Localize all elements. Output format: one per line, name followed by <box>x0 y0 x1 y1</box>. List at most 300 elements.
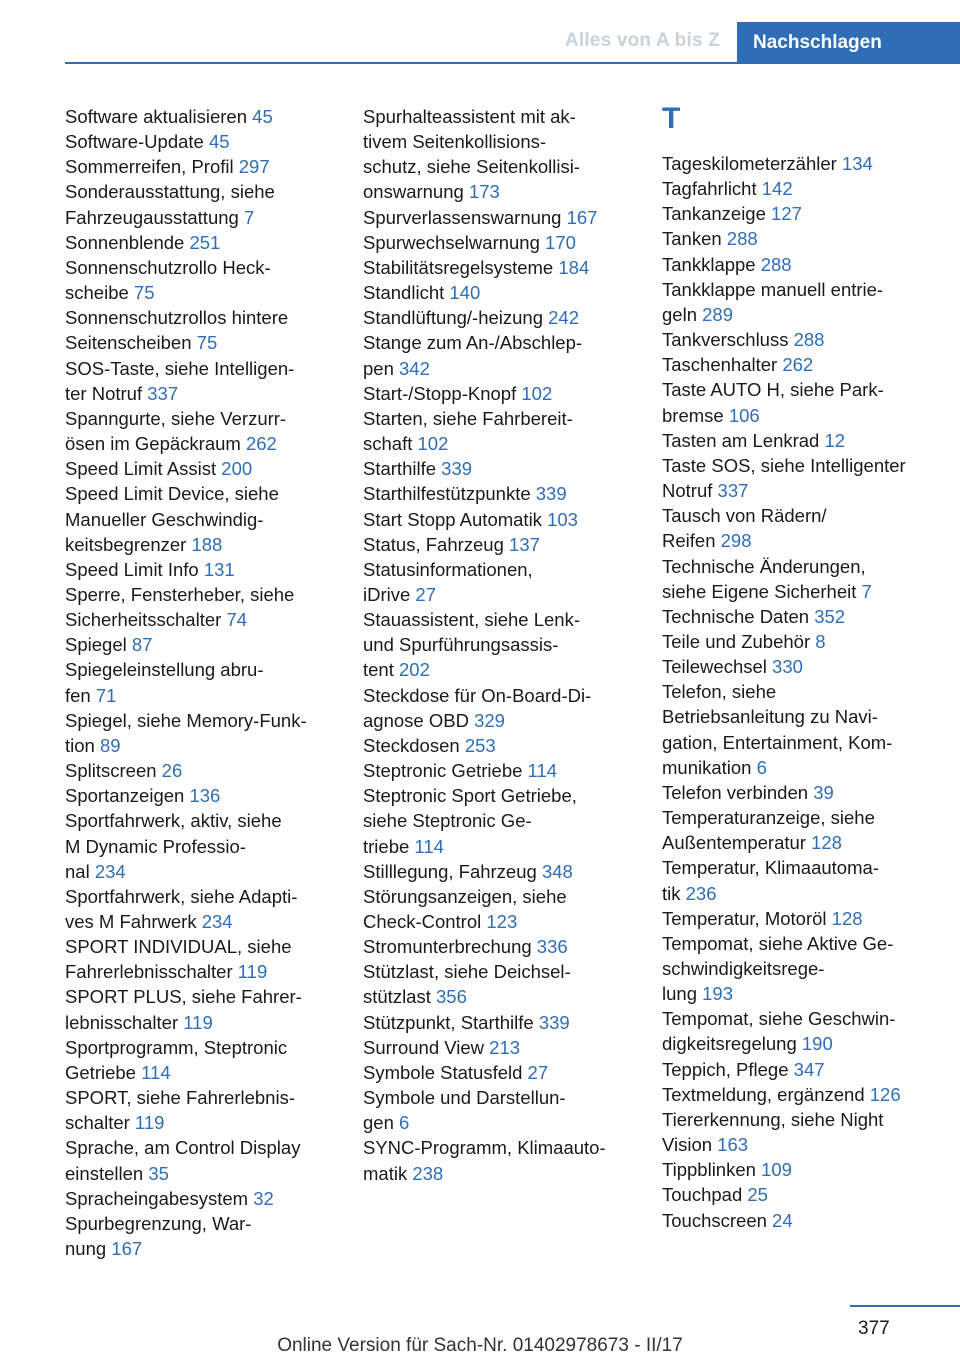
page-reference-link[interactable]: 89 <box>99 734 121 756</box>
index-entry <box>65 356 335 406</box>
index-entry-text <box>363 129 648 154</box>
page-reference-link[interactable]: 127 <box>771 203 802 225</box>
page-reference-link[interactable]: 339 <box>535 483 567 505</box>
index-entry-text <box>363 557 648 582</box>
page-reference-link[interactable]: 339 <box>538 1011 570 1033</box>
page-reference-link[interactable]: 128 <box>811 832 842 854</box>
page-reference-link[interactable]: 336 <box>536 936 568 958</box>
page-reference-link[interactable]: 236 <box>685 882 717 904</box>
page-reference-link[interactable]: 352 <box>814 605 846 627</box>
index-entry-text <box>662 252 942 277</box>
index-entry <box>65 557 335 582</box>
index-term: Speed Limit Info <box>65 558 199 580</box>
index-term: tivem Seitenkollisions- <box>363 131 547 153</box>
index-term: Tanken <box>662 228 722 250</box>
index-entry-text <box>65 808 335 833</box>
page-reference-link[interactable]: 12 <box>824 429 846 451</box>
index-entry-text <box>65 456 335 481</box>
index-entry-text <box>662 931 942 956</box>
page-reference-link[interactable]: 342 <box>399 357 430 379</box>
page-reference-link[interactable]: 253 <box>464 734 496 756</box>
page-reference-link[interactable]: 25 <box>747 1184 768 1206</box>
index-term: siehe Steptronic Ge- <box>363 810 532 832</box>
index-term: Software aktualisieren <box>65 106 248 127</box>
index-entry <box>662 201 942 226</box>
index-entry <box>363 1060 648 1085</box>
page-reference-link[interactable]: 131 <box>203 558 235 580</box>
index-entry-text <box>65 104 335 129</box>
page-reference-link[interactable]: 75 <box>196 332 218 354</box>
index-term: Stützpunkt, Starthilfe <box>363 1011 534 1033</box>
page-reference-link[interactable]: 348 <box>541 860 573 882</box>
index-term: Seitenscheiben <box>65 332 192 354</box>
index-entry <box>662 1208 942 1233</box>
index-entry-text <box>363 456 648 481</box>
index-term: Spanngurte, siehe Verzurr- <box>65 407 287 429</box>
index-term: Spurbegrenzung, War- <box>65 1212 252 1234</box>
page-reference-link[interactable]: 35 <box>148 1162 169 1184</box>
index-entry <box>662 780 942 805</box>
header-rule <box>65 62 737 64</box>
index-entry <box>363 481 648 506</box>
index-entry-text <box>65 280 335 305</box>
index-entry <box>65 230 335 255</box>
index-entry-text <box>662 403 942 428</box>
index-term: Vision <box>662 1134 713 1156</box>
index-term: Tageskilometerzähler <box>662 153 837 174</box>
page-reference-link[interactable]: 26 <box>161 760 183 782</box>
index-entry-text <box>65 834 335 859</box>
index-term: Sicherheitsschalter <box>65 609 222 631</box>
index-entry-text <box>662 554 942 579</box>
index-term: Symbole Statusfeld <box>363 1061 523 1083</box>
index-entry-text <box>662 780 942 805</box>
index-term: Sportanzeigen <box>65 785 185 807</box>
index-term: Tausch von Rädern/ <box>662 505 827 527</box>
index-entry <box>65 783 335 808</box>
index-term: Textmeldung, ergänzend <box>662 1083 865 1105</box>
index-entry <box>662 906 942 931</box>
page-reference-link[interactable]: 6 <box>399 1112 410 1134</box>
page-reference-link[interactable]: 356 <box>436 986 467 1008</box>
index-term: ves M Fahrwerk <box>65 911 197 932</box>
index-term: Sonnenschutzrollo Heck- <box>65 256 271 278</box>
index-entry-text <box>65 255 335 280</box>
index-entry <box>65 406 335 456</box>
page-reference-link[interactable]: 167 <box>566 206 598 228</box>
index-entry <box>65 582 335 632</box>
page-reference-link[interactable]: 337 <box>147 382 179 404</box>
index-entry-text <box>65 934 335 959</box>
index-term: digkeitsregelung <box>662 1033 797 1055</box>
page-reference-link[interactable]: 329 <box>474 709 505 731</box>
page-reference-link[interactable]: 262 <box>782 354 814 376</box>
index-term: tent <box>363 659 394 681</box>
page-reference-link[interactable]: 114 <box>141 1061 171 1083</box>
page-reference-link[interactable]: 119 <box>237 961 268 983</box>
index-entry-text <box>662 730 942 755</box>
index-entry-text <box>662 1031 942 1056</box>
index-term: Start Stopp Automatik <box>363 508 542 530</box>
index-entry-text <box>363 884 648 909</box>
index-entry <box>363 783 648 858</box>
section-title: Alles von A bis Z <box>564 30 720 51</box>
index-term: Software-Update <box>65 131 204 153</box>
index-entry-text <box>662 151 942 176</box>
page-reference-link[interactable]: 45 <box>252 106 273 127</box>
page-reference-link[interactable]: 75 <box>133 282 155 304</box>
index-entry-text <box>65 1110 335 1135</box>
index-entry-text <box>662 352 942 377</box>
index-term: Reifen <box>662 530 716 552</box>
page-reference-link[interactable]: 137 <box>509 533 540 555</box>
index-entry-text <box>65 783 335 808</box>
page-reference-link[interactable]: 114 <box>414 835 444 857</box>
index-entry-text <box>662 981 942 1006</box>
page-reference-link[interactable]: 190 <box>801 1033 833 1055</box>
page-reference-link[interactable]: 173 <box>468 181 500 203</box>
page-reference-link[interactable]: 337 <box>717 480 749 502</box>
index-term: tik <box>662 882 681 904</box>
index-term: Tempomat, siehe Aktive Ge- <box>662 932 894 954</box>
index-entry <box>363 507 648 532</box>
index-term: Fahrerlebnisschalter <box>65 961 233 983</box>
index-term: Speed Limit Assist <box>65 458 217 480</box>
index-entry <box>363 934 648 959</box>
index-term: bremse <box>662 404 724 426</box>
index-entry <box>662 654 942 679</box>
index-entry <box>662 176 942 201</box>
page-reference-link[interactable]: 170 <box>545 231 576 253</box>
index-entry <box>363 607 648 682</box>
index-term: Touchpad <box>662 1184 743 1206</box>
page-reference-link[interactable]: 193 <box>702 983 733 1005</box>
page-reference-link[interactable]: 109 <box>761 1159 792 1181</box>
index-term: lebnisschalter <box>65 1011 179 1033</box>
index-entry <box>65 1211 335 1261</box>
index-entry-text <box>363 808 648 833</box>
index-term: agnose OBD <box>363 709 469 731</box>
index-term: Touchscreen <box>662 1209 767 1231</box>
index-entry-text <box>65 129 335 154</box>
index-term: onswarnung <box>363 181 464 203</box>
index-term: Starthilfe <box>363 458 437 480</box>
index-entry-text <box>662 503 942 528</box>
page-reference-link[interactable]: 119 <box>134 1112 165 1134</box>
index-term: SPORT PLUS, siehe Fahrer- <box>65 986 302 1008</box>
index-entry-text <box>65 356 335 381</box>
index-entry-text <box>65 1186 335 1211</box>
page-reference-link[interactable]: 6 <box>756 756 767 778</box>
page-reference-link[interactable]: 24 <box>772 1209 793 1231</box>
index-entry-text <box>662 805 942 830</box>
index-entry-text <box>65 431 335 456</box>
page-reference-link[interactable]: 163 <box>717 1134 749 1156</box>
index-entry-text <box>363 1060 648 1085</box>
index-term: Spracheingabesystem <box>65 1187 249 1209</box>
page-reference-link[interactable]: 234 <box>201 911 233 932</box>
index-entry-text <box>662 277 942 302</box>
index-term: schutz, siehe Seitenkollisi- <box>363 156 580 178</box>
index-entry <box>662 1182 942 1207</box>
index-entry-text <box>65 708 335 733</box>
index-term: Manueller Geschwindig- <box>65 508 264 530</box>
index-entry <box>363 959 648 1009</box>
page-reference-link[interactable]: 103 <box>547 508 578 530</box>
index-entry-text <box>662 704 942 729</box>
index-term: Taste AUTO H, siehe Park- <box>662 379 884 401</box>
page-reference-link[interactable]: 288 <box>793 329 825 351</box>
index-entry-text <box>65 1161 335 1186</box>
page-reference-link[interactable]: 242 <box>548 307 580 329</box>
page-reference-link[interactable]: 288 <box>726 228 758 250</box>
index-entry <box>662 503 942 553</box>
index-entry <box>65 154 335 179</box>
index-term: SYNC-Programm, Klimaauto- <box>363 1137 606 1159</box>
page-reference-link[interactable]: 8 <box>815 630 826 652</box>
index-entry-text <box>662 679 942 704</box>
page-reference-link[interactable]: 126 <box>869 1083 901 1105</box>
index-term: Tippblinken <box>662 1159 756 1181</box>
index-term: Spurwechselwarnung <box>363 231 540 253</box>
index-term: Starten, siehe Fahrbereit- <box>363 407 573 429</box>
index-term: Starthilfestützpunkte <box>363 483 531 505</box>
index-entry-text <box>363 1135 648 1160</box>
index-entry <box>662 1107 942 1157</box>
index-entry <box>65 984 335 1034</box>
index-entry <box>662 352 942 377</box>
index-entry-text <box>65 859 335 884</box>
page-reference-link[interactable]: 202 <box>399 659 430 681</box>
index-term: Spurverlassenswarnung <box>363 206 562 228</box>
index-entry <box>65 1035 335 1085</box>
index-entry-text <box>65 305 335 330</box>
index-entry-text <box>662 528 942 553</box>
index-term: Spiegel <box>65 634 127 656</box>
page-reference-link[interactable]: 142 <box>761 178 793 200</box>
page-reference-link[interactable]: 87 <box>131 634 153 656</box>
index-entry <box>65 758 335 783</box>
index-term: Teile und Zubehör <box>662 630 811 652</box>
page-reference-link[interactable]: 134 <box>841 153 873 174</box>
index-entry-text <box>363 984 648 1009</box>
page-reference-link[interactable]: 128 <box>831 907 863 929</box>
index-entry-text <box>363 959 648 984</box>
page-reference-link[interactable]: 298 <box>720 530 752 552</box>
page-reference-link[interactable]: 45 <box>208 131 230 153</box>
index-entry-text <box>363 431 648 456</box>
page-reference-link[interactable]: 347 <box>793 1058 825 1080</box>
index-term: lung <box>662 983 697 1005</box>
index-entry <box>363 683 648 733</box>
index-entry <box>662 855 942 905</box>
page-reference-link[interactable]: 114 <box>527 760 558 782</box>
index-entry-text <box>363 179 648 204</box>
index-entry-text <box>662 1208 942 1233</box>
index-entry <box>662 1082 942 1107</box>
index-term: Status, Fahrzeug <box>363 533 504 555</box>
page-reference-link[interactable]: 251 <box>189 231 221 253</box>
index-column-3 <box>662 104 942 1233</box>
index-term: Spiegeleinstellung abru- <box>65 659 264 681</box>
index-term: triebe <box>363 835 410 857</box>
page-reference-link[interactable]: 71 <box>95 684 117 706</box>
page-reference-link[interactable]: 184 <box>558 256 590 278</box>
index-term: gen <box>363 1112 394 1134</box>
index-entry <box>363 255 648 280</box>
index-entry <box>363 330 648 380</box>
page-reference-link[interactable]: 74 <box>226 609 248 631</box>
index-term: SPORT INDIVIDUAL, siehe <box>65 936 292 958</box>
index-term: Steckdosen <box>363 734 460 756</box>
page-reference-link[interactable]: 7 <box>243 206 255 228</box>
page-reference-link[interactable]: 7 <box>861 580 872 602</box>
index-entry-text <box>65 1236 335 1261</box>
index-entry-text <box>65 683 335 708</box>
page-reference-link[interactable]: 123 <box>486 911 518 932</box>
index-term: siehe Eigene Sicherheit <box>662 580 857 602</box>
index-term: Tempomat, siehe Geschwin- <box>662 1008 896 1030</box>
index-entry-text <box>662 629 942 654</box>
index-term: Technische Änderungen, <box>662 555 866 577</box>
index-entry-text <box>65 758 335 783</box>
index-entry <box>65 934 335 984</box>
index-term: Sportprogramm, Steptronic <box>65 1036 288 1058</box>
index-entry-text <box>662 830 942 855</box>
index-entry <box>65 129 335 154</box>
index-term: Fahrzeugausstattung <box>65 206 239 228</box>
index-entry-text <box>65 154 335 179</box>
index-term: pen <box>363 357 394 379</box>
page-reference-link[interactable]: 27 <box>415 583 436 605</box>
index-entry-text <box>662 1157 942 1182</box>
index-term: tion <box>65 734 95 756</box>
page-reference-link[interactable]: 297 <box>238 156 270 178</box>
index-entry-text <box>65 1211 335 1236</box>
index-term: Tagfahrlicht <box>662 178 757 200</box>
index-entry-text <box>65 230 335 255</box>
index-entry-text <box>662 377 942 402</box>
index-entry-text <box>662 956 942 981</box>
index-term: Tankklappe manuell entrie- <box>662 278 884 300</box>
index-term: ösen im Gepäckraum <box>65 433 241 455</box>
index-term: gation, Entertainment, Kom- <box>662 731 893 753</box>
index-entry-text <box>662 327 942 352</box>
index-entry <box>662 327 942 352</box>
index-entry <box>363 532 648 557</box>
page-reference-link[interactable]: 39 <box>813 781 834 803</box>
index-entry <box>363 1010 648 1035</box>
index-entry <box>363 305 648 330</box>
index-term: Statusinformationen, <box>363 558 533 580</box>
page-reference-link[interactable]: 102 <box>417 433 449 455</box>
index-entry <box>65 255 335 305</box>
page-reference-link[interactable]: 213 <box>489 1036 521 1058</box>
index-entry-text <box>363 230 648 255</box>
index-term: Tasten am Lenkrad <box>662 429 820 451</box>
index-term: Tiererkennung, siehe Night <box>662 1108 884 1130</box>
index-entry-text <box>65 1135 335 1160</box>
index-entry-text <box>363 859 648 884</box>
index-term: Tankverschluss <box>662 329 789 351</box>
index-entry-text <box>363 1010 648 1035</box>
page-reference-link[interactable]: 136 <box>189 785 221 807</box>
index-entry <box>662 805 942 855</box>
page-reference-link[interactable]: 188 <box>191 533 223 555</box>
index-entry-text <box>65 532 335 557</box>
index-entry <box>363 205 648 230</box>
index-term: Stützlast, siehe Deichsel- <box>363 961 571 983</box>
index-term: einstellen <box>65 1162 144 1184</box>
index-entry <box>662 629 942 654</box>
index-entry-text <box>363 1085 648 1110</box>
index-letter-heading: T <box>662 102 681 135</box>
index-term: schwindigkeitsrege- <box>662 958 825 979</box>
index-entry-text <box>363 280 648 305</box>
page-reference-link[interactable]: 140 <box>449 282 481 304</box>
chapter-tab: Nachschlagen <box>737 22 960 64</box>
index-entry <box>65 179 335 229</box>
index-entry-text <box>662 302 942 327</box>
page-reference-link[interactable]: 238 <box>412 1162 444 1184</box>
index-term: Surround View <box>363 1036 485 1058</box>
page-reference-link[interactable]: 27 <box>527 1061 549 1083</box>
page-reference-link[interactable]: 339 <box>441 458 473 480</box>
index-entry <box>662 453 942 503</box>
page-reference-link[interactable]: 106 <box>728 404 760 426</box>
index-entry <box>65 884 335 934</box>
index-entry <box>65 1186 335 1211</box>
page-reference-link[interactable]: 262 <box>245 433 277 455</box>
index-entry <box>363 381 648 406</box>
page-reference-link[interactable]: 234 <box>94 860 126 882</box>
index-term: Stilllegung, Fahrzeug <box>363 860 537 882</box>
index-term: Temperaturanzeige, siehe <box>662 807 875 829</box>
index-entry-text <box>662 855 942 880</box>
footer-rule <box>850 1305 960 1307</box>
index-entry-text <box>363 758 648 783</box>
index-entry-text <box>662 906 942 931</box>
index-entry-text <box>363 909 648 934</box>
index-entry <box>65 104 335 129</box>
page-reference-link[interactable]: 102 <box>521 382 553 404</box>
index-entry <box>363 884 648 934</box>
index-entry-text <box>363 783 648 808</box>
page-reference-link[interactable]: 330 <box>772 656 803 678</box>
index-entry <box>65 456 335 481</box>
index-entry-text <box>65 381 335 406</box>
index-entry-text <box>662 1082 942 1107</box>
page-reference-link[interactable]: 119 <box>183 1011 213 1033</box>
index-entry-text <box>662 226 942 251</box>
page-reference-link[interactable]: 32 <box>253 1187 274 1209</box>
index-entry-text <box>65 884 335 909</box>
index-entry-text <box>662 1107 942 1132</box>
index-term: Teppich, Pflege <box>662 1058 789 1080</box>
index-term: fen <box>65 684 91 706</box>
index-entry-text <box>363 104 648 129</box>
index-term: Speed Limit Device, siehe <box>65 483 279 505</box>
index-entry <box>363 456 648 481</box>
index-term: Teilewechsel <box>662 656 767 678</box>
page-reference-link[interactable]: 200 <box>221 458 253 480</box>
page-reference-link[interactable]: 167 <box>111 1238 143 1260</box>
page-reference-link[interactable]: 289 <box>702 303 733 325</box>
page-reference-link[interactable]: 288 <box>760 253 792 275</box>
index-term: Taschenhalter <box>662 354 778 376</box>
index-entry-text <box>662 176 942 201</box>
index-entry <box>662 554 942 604</box>
